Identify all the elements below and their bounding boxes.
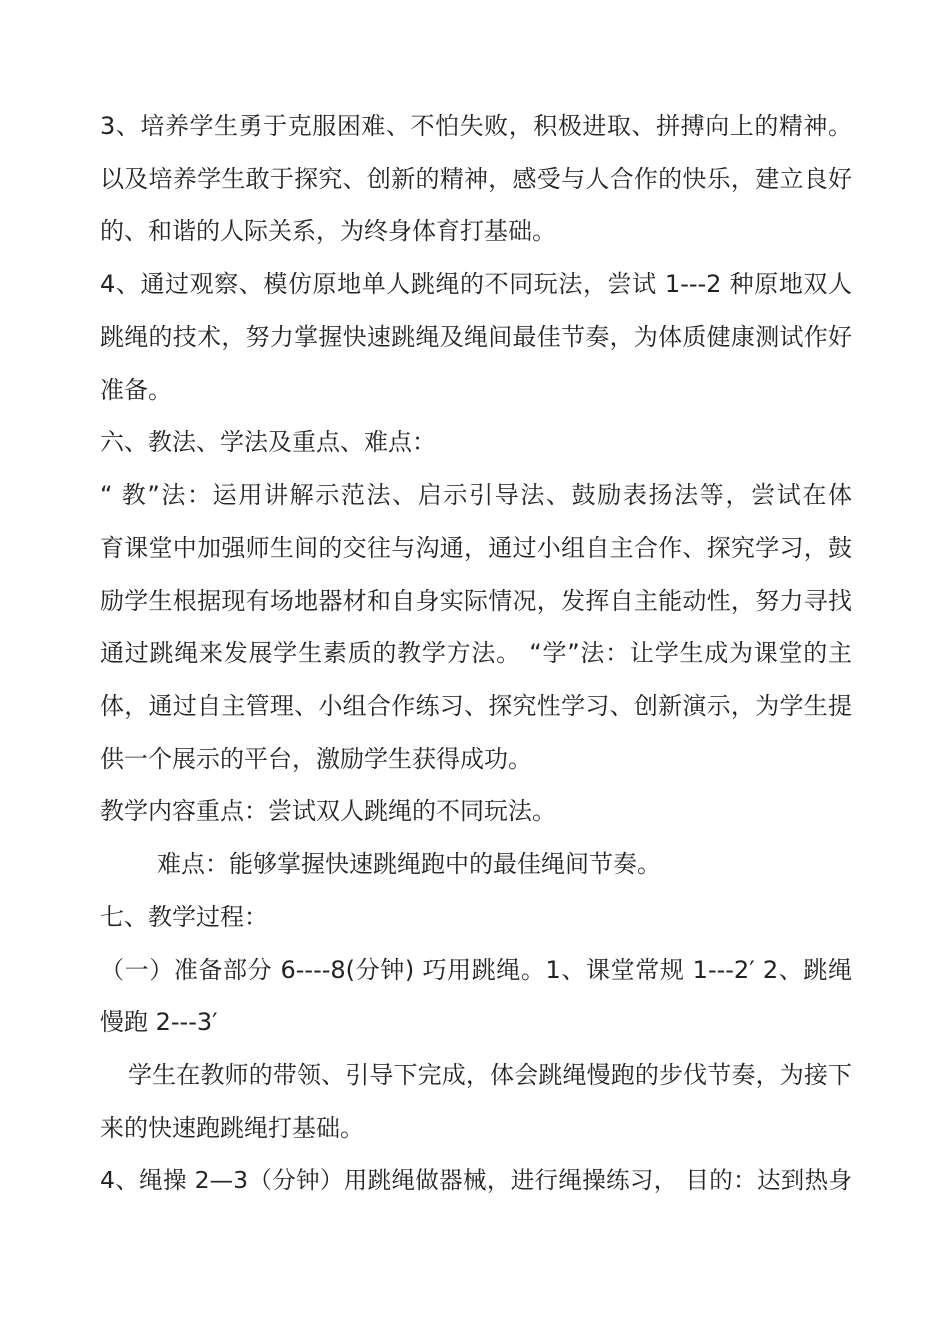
text-line: 教学内容重点：尝试双人跳绳的不同玩法。	[100, 797, 556, 825]
text-line: 4、通过观察、模仿原地单人跳绳的不同玩法，尝试 1---2 种原地双人	[100, 270, 852, 298]
text-line: 以及培养学生敢于探究、创新的精神，感受与人合作的快乐，建立良好	[100, 165, 852, 193]
text-line: 学生在教师的带领、引导下完成，体会跳绳慢跑的步伐节奏，为接下	[128, 1061, 852, 1089]
text-line: 育课堂中加强师生间的交往与沟通，通过小组自主合作、探究学习，鼓	[100, 534, 852, 562]
text-line: （一）准备部分 6----8(分钟) 巧用跳绳。1、课堂常规 1---2′ 2、跳绳	[100, 956, 852, 984]
text-line: 励学生根据现有场地器材和自身实际情况，发挥自主能动性，努力寻找	[100, 587, 852, 615]
text-line: 准备。	[100, 376, 172, 404]
text-line: 跳绳的技术，努力掌握快速跳绳及绳间最佳节奏，为体质健康测试作好	[100, 323, 852, 351]
text-line: 来的快速跑跳绳打基础。	[100, 1114, 364, 1142]
section-heading: 七、教学过程：	[100, 903, 268, 931]
text-line: 难点：能够掌握快速跳绳跑中的最佳绳间节奏。	[157, 850, 661, 878]
text-line: 4、绳操 2—3（分钟）用跳绳做器械，进行绳操练习， 目的：达到热身	[100, 1166, 852, 1194]
text-line: 通过跳绳来发展学生素质的教学方法。 “学”法：让学生成为课堂的主	[100, 639, 852, 667]
text-line: 供一个展示的平台，激励学生获得成功。	[100, 745, 532, 773]
section-heading: 六、教法、学法及重点、难点：	[100, 428, 436, 456]
text-line: 慢跑 2---3′	[100, 1008, 218, 1036]
text-line: 3、培养学生勇于克服困难、不怕失败，积极进取、拼搏向上的精神。	[100, 112, 852, 140]
text-line: 的、和谐的人际关系，为终身体育打基础。	[100, 217, 556, 245]
text-line: 体，通过自主管理、小组合作练习、探究性学习、创新演示，为学生提	[100, 692, 852, 720]
text-line: “ 教”法：运用讲解示范法、启示引导法、鼓励表扬法等，尝试在体	[100, 481, 852, 509]
